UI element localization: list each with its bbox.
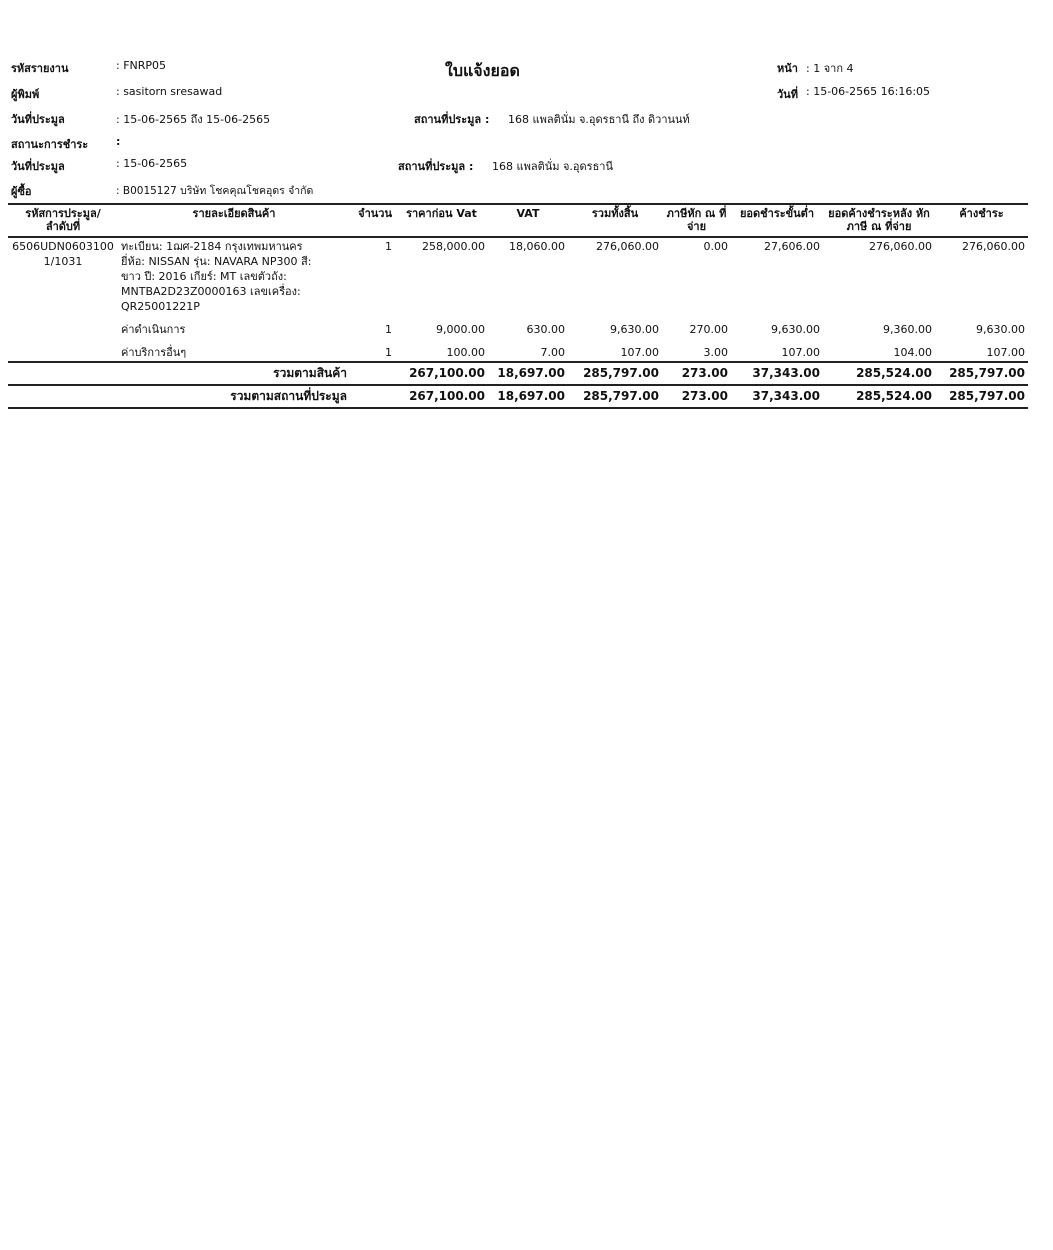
auction-date-range-label: วันที่ประมูล <box>11 113 65 126</box>
report-code: : FNRP05 <box>116 59 167 72</box>
outstanding-cell: 276,060.00 <box>962 240 1025 253</box>
vat-total: 18,697.00 <box>497 389 565 403</box>
wht-cell: 3.00 <box>703 346 728 359</box>
total-label: รวมตามสินค้า <box>273 366 347 380</box>
balance-cell: 276,060.00 <box>869 240 932 253</box>
empty-cell <box>350 385 395 408</box>
outstanding-cell: 9,630.00 <box>976 323 1025 336</box>
printer: : sasitorn sresawad <box>116 85 223 98</box>
price-cell: 9,000.00 <box>436 323 485 336</box>
qty-cell: 1 <box>385 323 392 336</box>
print-date: : 15-06-2565 16:16:05 <box>806 85 931 98</box>
min-total: 37,343.00 <box>752 389 820 403</box>
col-vat: VAT <box>516 207 540 220</box>
statement-table <box>8 203 1028 409</box>
vat-cell: 7.00 <box>540 346 565 359</box>
page-title: ใบแจ้งยอด <box>445 61 520 80</box>
wht-total: 273.00 <box>681 389 728 403</box>
payment-status-label: สถานะการชำระ <box>11 138 89 151</box>
col-desc: รายละเอียดสินค้า <box>192 207 276 220</box>
auction-date: : 15-06-2565 <box>116 157 188 170</box>
qty-cell: 1 <box>385 346 392 359</box>
total-label: รวมตามสถานที่ประมูล <box>230 389 347 403</box>
description-cell <box>118 338 350 362</box>
balance-cell: 9,360.00 <box>883 323 932 336</box>
wht-total: 273.00 <box>681 366 728 380</box>
grand-total-row <box>8 385 1028 408</box>
page-number: : 1 จาก 4 <box>806 62 854 75</box>
total-cell: 276,060.00 <box>596 240 659 253</box>
auction-place: 168 แพลตินั่ม จ.อุดรธานี <box>492 160 613 173</box>
description-line: ขาว ปี: 2016 เกียร์: MT เลขตัวถัง: <box>121 270 287 283</box>
balance-cell: 104.00 <box>893 346 932 359</box>
auction-code-cell <box>8 338 118 362</box>
auction-place-range: 168 แพลตินั่ม จ.อุดรธานี ถึง ดิวานนท์ <box>508 113 690 126</box>
price-cell: 100.00 <box>446 346 485 359</box>
vat-cell: 18,060.00 <box>509 240 565 253</box>
description-line: ค่าดำเนินการ <box>121 323 186 336</box>
auction-date-range: : 15-06-2565 ถึง 15-06-2565 <box>116 113 271 126</box>
table-header <box>8 204 1028 237</box>
total-cell: 9,630.00 <box>610 323 659 336</box>
col-wht: ภาษีหัก ณ ที่จ่าย <box>666 207 727 233</box>
auction-code: 6506UDN0603100 <box>12 240 114 253</box>
buyer-label: ผู้ซื้อ <box>11 185 32 198</box>
table-row <box>8 315 1028 338</box>
auction-place-label: สถานที่ประมูล : <box>398 160 474 173</box>
price-total: 267,100.00 <box>409 389 485 403</box>
auction-code-cell <box>8 315 118 338</box>
col-outstanding: ค้างชำระ <box>959 207 1004 220</box>
col-price: ราคาก่อน Vat <box>406 207 477 220</box>
report-code-label: รหัสรายงาน <box>11 62 69 75</box>
outstanding-total: 285,797.00 <box>949 366 1025 380</box>
qty-cell: 1 <box>385 240 392 253</box>
col-balance: ยอดค้างชำระหลัง หักภาษี ณ ที่จ่าย <box>828 207 930 233</box>
table-row <box>8 338 1028 362</box>
description-line: ค่าบริการอื่นๆ <box>121 346 187 359</box>
balance-total: 285,524.00 <box>856 389 932 403</box>
page-label: หน้า <box>777 62 798 75</box>
date-label: วันที่ <box>777 88 798 101</box>
col-qty: จำนวน <box>358 207 392 220</box>
description-line: MNTBA2D23Z0000163 เลขเครื่อง: <box>121 285 301 298</box>
description-line: ยี่ห้อ: NISSAN รุ่น: NAVARA NP300 สี: <box>121 255 312 268</box>
subtotal-row <box>8 362 1028 385</box>
payment-status: : <box>116 135 121 148</box>
description-cell <box>118 237 350 315</box>
buyer: : B0015127 บริษัท โชคคุณโชคอุดร จำกัด <box>116 185 314 197</box>
auction-date-label: วันที่ประมูล <box>11 160 65 173</box>
empty-cell <box>350 362 395 385</box>
balance-total: 285,524.00 <box>856 366 932 380</box>
description-cell <box>118 315 350 338</box>
total-total: 285,797.00 <box>583 366 659 380</box>
sequence-no: 1/1031 <box>43 255 83 268</box>
total-total: 285,797.00 <box>583 389 659 403</box>
min-cell: 9,630.00 <box>771 323 820 336</box>
wht-cell: 270.00 <box>689 323 728 336</box>
col-total: รวมทั้งสิ้น <box>591 207 639 220</box>
min-cell: 107.00 <box>781 346 820 359</box>
description-line: ทะเบียน: 1ฌศ-2184 กรุงเทพมหานคร <box>121 240 303 253</box>
vat-cell: 630.00 <box>526 323 565 336</box>
col-code: รหัสการประมูล/ ลำดับที่ <box>25 207 101 233</box>
description-line: QR25001221P <box>121 300 200 313</box>
col-min: ยอดชำระขั้นต่ำ <box>739 207 814 220</box>
auction-place-range-label: สถานที่ประมูล : <box>414 113 490 126</box>
min-cell: 27,606.00 <box>764 240 820 253</box>
table-row <box>8 237 1028 315</box>
total-cell: 107.00 <box>620 346 659 359</box>
price-cell: 258,000.00 <box>422 240 485 253</box>
printer-label: ผู้พิมพ์ <box>11 88 40 101</box>
auction-code-cell <box>8 237 118 315</box>
vat-total: 18,697.00 <box>497 366 565 380</box>
outstanding-total: 285,797.00 <box>949 389 1025 403</box>
wht-cell: 0.00 <box>703 240 728 253</box>
outstanding-cell: 107.00 <box>986 346 1025 359</box>
min-total: 37,343.00 <box>752 366 820 380</box>
price-total: 267,100.00 <box>409 366 485 380</box>
